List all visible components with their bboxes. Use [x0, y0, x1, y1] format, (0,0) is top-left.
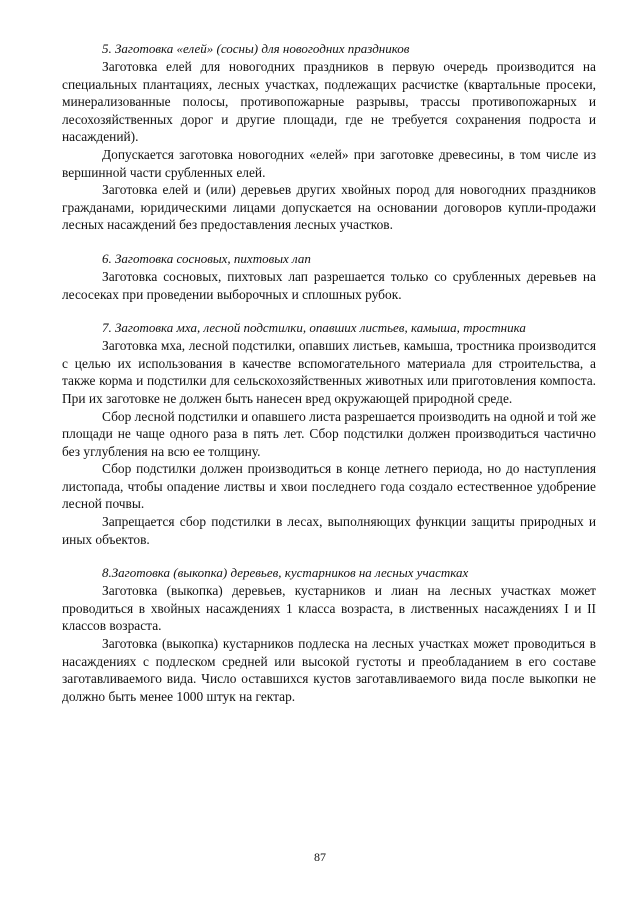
- section-heading: 8.Заготовка (выкопка) деревьев, кустарников на лесных участках: [102, 565, 469, 581]
- paragraph: Заготовка сосновых, пихтовых лап разрешается только со срубленных деревьев на лесосеках при проведении выборочных и сплошных рубок.: [62, 268, 596, 302]
- paragraph: Допускается заготовка новогодних «елей» при заготовке древесины, в том числе из вершинной части срубленных елей.: [62, 146, 596, 180]
- paragraph: Заготовка елей и (или) деревьев других хвойных пород для новогодних праздников гражданами, юридическими лицами допускается на основании договоров купли-продажи лесных насаждений без предоставления лесных участков.: [62, 182, 596, 233]
- paragraph: Заготовка елей для новогодних праздников в первую очередь производится на специальных плантациях, лесных участках, подлежащих расчистке (квартальные просеки, минерализованные полосы, противопожарные разрывы, трассы противопожарных и лесохозяйственных дорог и другие площади, где не требуется сохранения подроста и насаждений).: [62, 59, 596, 145]
- paragraph: Сбор лесной подстилки и опавшего листа разрешается производить на одной и той же площади не чаще одного раза в пять лет. Сбор подстилки должен производиться частично без углубления на всю ее толщину.: [62, 408, 596, 459]
- paragraph: Сбор подстилки должен производиться в конце летнего периода, но до наступления листопада, чтобы опадение листвы и хвои последнего года создало естественное удобрение лесной почвы.: [62, 461, 596, 512]
- section-tree-shrub-digging: [62, 564, 596, 705]
- section-pine-fir-branches: [62, 250, 596, 303]
- paragraph: Заготовка (выкопка) кустарников подлеска на лесных участках может проводиться в насаждениях с подлеском средней или высокой густоты и преобладанием в его составе заготавливаемого вида. Число оставшихся кустов заготавливаемого вида после выкопки не должно быть менее 1000 штук на гектар.: [62, 636, 596, 704]
- paragraph: Запрещается сбор подстилки в лесах, выполняющих функции защиты природных и иных объектов.: [62, 514, 596, 547]
- page-number: 87: [314, 850, 326, 864]
- section-heading: 6. Заготовка сосновых, пихтовых лап: [102, 250, 311, 266]
- section-christmas-trees: [62, 40, 596, 234]
- section-heading: 7. Заготовка мха, лесной подстилки, опавших листьев, камыша, тростника: [102, 320, 526, 336]
- section-heading: 5. Заготовка «елей» (сосны) для новогодних праздников: [102, 41, 410, 56]
- paragraph: Заготовка (выкопка) деревьев, кустарников и лиан на лесных участках может проводиться в хвойных насаждениях 1 класса возраста, в лиственных насаждениях I и II классов возраста.: [62, 583, 596, 634]
- section-moss-litter: [62, 319, 596, 548]
- paragraph: Заготовка мха, лесной подстилки, опавших листьев, камыша, тростника производится с целью их использования в качестве вспомогательного материала для строительства, а также корма и подстилки для сельскохозяйственных животных или приготовления компоста. При их заготовке не должен быть нанесен вред окружающей природной среде.: [62, 338, 596, 406]
- page-content: [62, 40, 596, 721]
